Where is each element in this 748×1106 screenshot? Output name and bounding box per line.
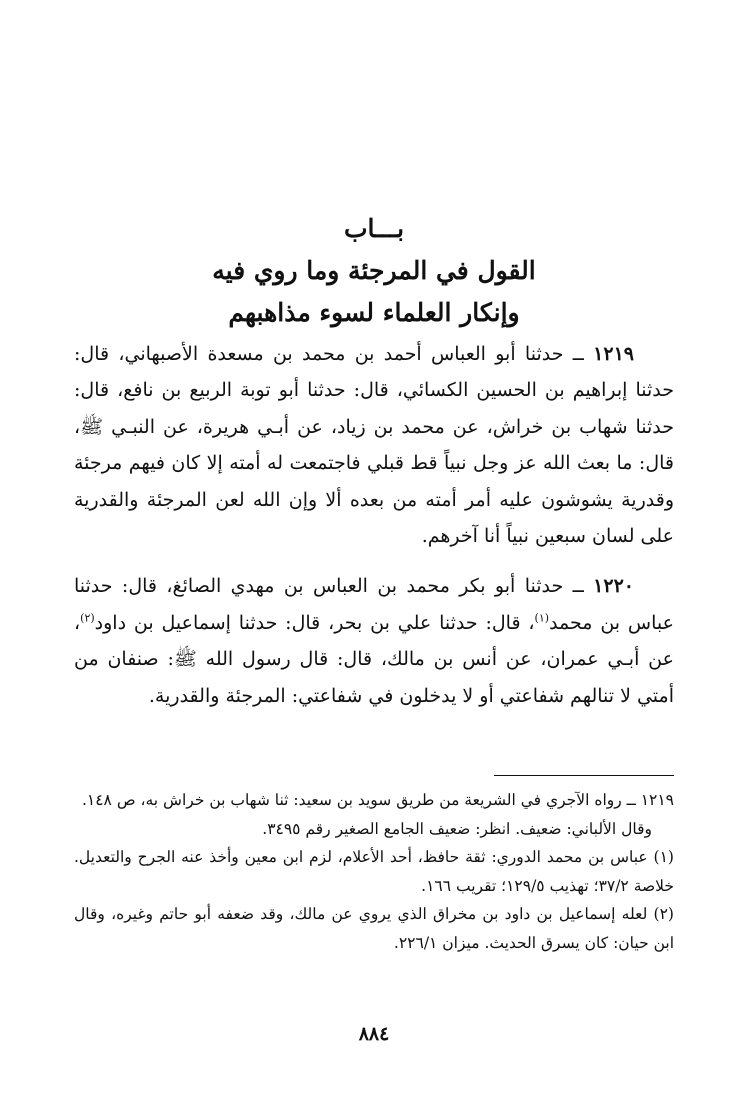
hadith-text-part-c: ، عن أبـي عمران، عن أنس بن مالك، قال: قال رسول الله ﷺ: صنفان من أمتي لا تنالهم شفاعتي أو لا يدخلون في شفاعتي: المرجئة والقدرية.	[74, 611, 674, 707]
footnote-marker: ١٢١٩ ــ	[626, 791, 674, 809]
heading-line-3: وإنكار العلماء لسوء مذاهبهم	[228, 298, 520, 327]
footnote-divider	[494, 775, 674, 776]
hadith-1219	[74, 336, 674, 554]
heading-line-2: القول في المرجئة وما روي فيه	[212, 256, 536, 285]
footnote-text: وقال الألباني: ضعيف. انظر: ضعيف الجامع الصغير رقم ٣٤٩٥.	[262, 819, 652, 838]
chapter-heading	[74, 208, 674, 334]
footnote-text: عباس بن محمد الدوري: ثقة حافظ، أحد الأعلام، لزم ابن معين وأخذ عنه الجرح والتعديل. خلاصة ٣٧/٢؛ تهذيب ١٢٩/٥؛ تقريب ١٦٦.	[74, 848, 674, 895]
hadith-text-part-a: ــ حدثنا أبو بكر محمد بن العباس بن مهدي الصائغ، قال: حدثنا عباس بن محمد	[74, 575, 674, 634]
footnote-marker: (١)	[653, 848, 674, 866]
hadith-text: ــ حدثنا أبو العباس أحمد بن محمد بن مسعدة الأصبهاني، قال: حدثنا إبراهيم بن الحسين الكسائي، قال: حدثنا أبو توبة الربيع بن نافع، قال: حدثنا شهاب بن خراش، عن محمد بن زياد، عن أبـي هريرة، عن النبـي ﷺ، قال: ما بعث الله عز وجل نبياً قط قبلي فاجتمعت له أمته إلا كان فيهم مرجئة وقدرية يشوشون عليه أمر أمته من بعده ألا وإن الله لعن المرجئة والقدرية على لسان سبعين نبياً أنا آخرهم.	[74, 343, 674, 548]
main-text	[74, 336, 674, 714]
footnote-1	[74, 843, 674, 900]
footnote-2	[74, 900, 674, 957]
footnotes	[74, 786, 674, 957]
footnote-1219	[74, 786, 674, 815]
footnote-ref-2[interactable]: (٢)	[80, 611, 95, 625]
hadith-number: ١٢١٩	[593, 343, 634, 365]
book-page	[74, 0, 674, 1106]
hadith-1220	[74, 568, 674, 714]
footnote-marker: (٢)	[653, 905, 674, 923]
footnote-ref-1[interactable]: (١)	[534, 611, 550, 625]
page-number: ٨٨٤	[358, 1023, 390, 1045]
footnote-text: لعله إسماعيل بن داود بن مخراق الذي يروي عن مالك، وقد ضعفه أبو حاتم وغيره، وقال ابن حيان: كان يسرق الحديث. ميزان ٢٢٦/١.	[74, 905, 674, 952]
footnote-text: رواه الآجري في الشريعة من طريق سويد بن سعيد: ثنا شهاب بن خراش به، ص ١٤٨.	[81, 791, 622, 809]
footnote-1219-continued	[74, 815, 674, 844]
hadith-text-part-b: ، قال: حدثنا علي بن بحر، قال: حدثنا إسماعيل بن داود	[94, 611, 535, 634]
heading-line-1: بـــاب	[343, 214, 405, 243]
hadith-number: ١٢٢٠	[593, 575, 634, 598]
